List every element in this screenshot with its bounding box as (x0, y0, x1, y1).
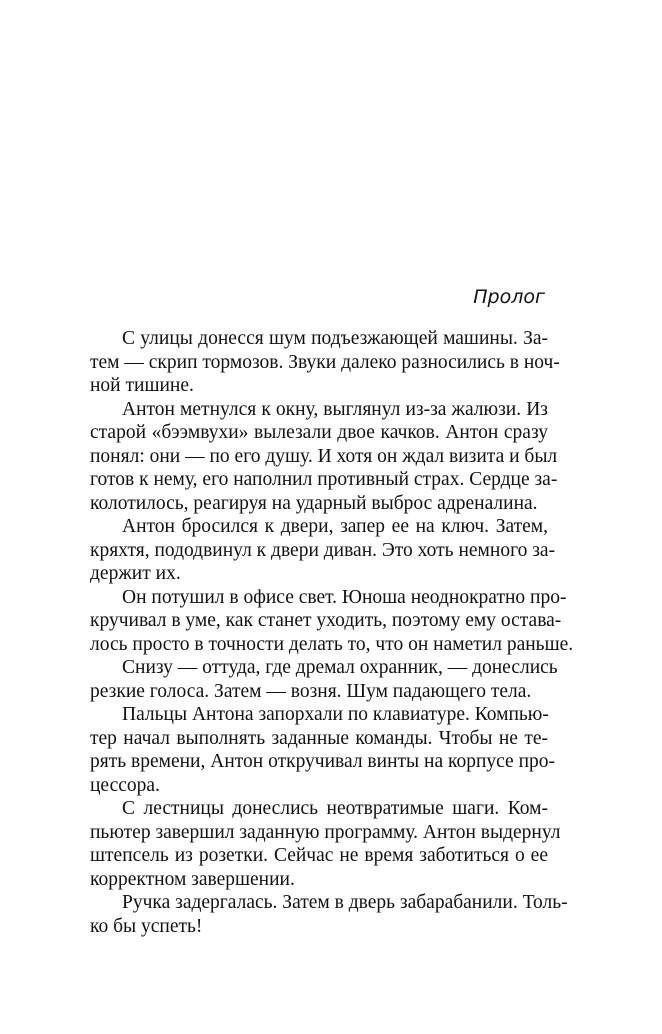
text-line: ной тишине. (90, 375, 194, 396)
text-line: Антон метнулся к окну, выглянул из-за жалюзи. Из (122, 398, 548, 420)
text-line: кряхтя, пододвинул к двери диван. Это хоть немного за- (90, 539, 556, 561)
text-line: готов к нему, его наполнил противный страх. Сердце за- (90, 469, 558, 490)
text-line: С улицы донесся шум подъезжающей машины. За- (122, 328, 548, 349)
text-line: держит их. (90, 563, 181, 584)
paragraph (90, 515, 556, 586)
text-line: Пальцы Антона запорхали по клавиатуре. Компью- (122, 704, 549, 725)
text-line: цессора. (90, 774, 160, 796)
text-line: тер начал выполнять заданные команды. Чтобы не те- (90, 727, 548, 749)
paragraph (90, 586, 574, 657)
text-line: рять времени, Антон откручивал винты на корпусе про- (90, 751, 556, 772)
text-line: корректном завершении. (90, 868, 295, 890)
text-line: пьютер завершил заданную программу. Антон выдернул (90, 821, 561, 843)
text-line: Антон бросился к двери, запер ее на ключ. Затем, (122, 516, 548, 537)
paragraph (90, 703, 556, 797)
text-line: Снизу — оттуда, где дремал охранник, — донеслись (122, 657, 558, 678)
text-line: колотилось, реагируя на ударный выброс адреналина. (90, 492, 538, 514)
text-line: понял: они — по его душу. И хотя он ждал визита и был (90, 445, 558, 467)
text-line: ко бы успеть! (90, 915, 203, 937)
chapter-title: Пролог (473, 286, 545, 308)
chapter-body (90, 327, 574, 938)
paragraph (90, 891, 568, 938)
text-line: С лестницы донеслись неотвратимые шаги. Ком- (122, 798, 548, 819)
paragraph (90, 398, 558, 516)
text-line: тем — скрип тормозов. Звуки далеко разносились в ноч- (90, 351, 560, 373)
text-line: старой «бээмвухи» вылезали двое качков. Антон сразу (90, 422, 548, 443)
paragraph (90, 797, 561, 891)
text-line: кручивал в уме, как станет уходить, поэтому ему остава- (90, 610, 562, 631)
text-line: Он потушил в офисе свет. Юноша неоднократно про- (122, 586, 567, 608)
text-line: Ручка задергалась. Затем в дверь забарабанили. Толь- (122, 892, 568, 913)
text-line: лось просто в точности делать то, что он наметил раньше. (90, 633, 574, 655)
text-line: резкие голоса. Затем — возня. Шум падающего тела. (90, 680, 532, 702)
text-line: штепсель из розетки. Сейчас не время заботиться о ее (90, 845, 548, 866)
paragraph (90, 656, 558, 703)
paragraph (90, 327, 560, 398)
